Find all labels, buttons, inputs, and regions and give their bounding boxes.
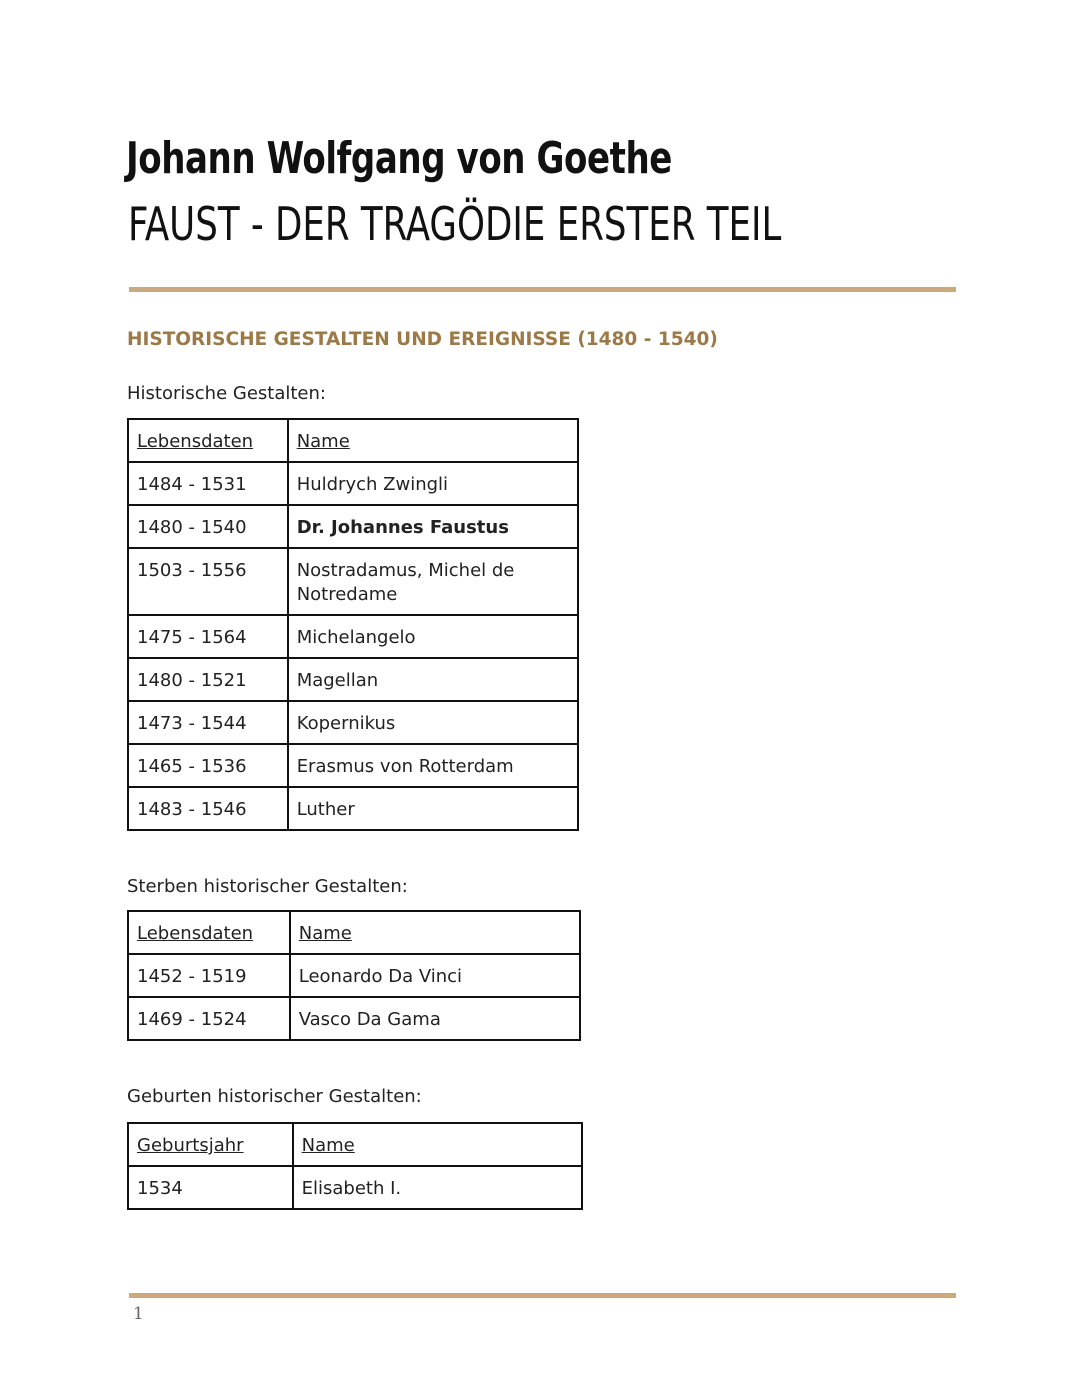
table-cell-name: Nostradamus, Michel de Notredame: [288, 548, 578, 615]
table-sterben-historischer-gestalten: [127, 910, 581, 1041]
column-header-lebensdaten: Lebensdaten: [128, 911, 290, 954]
table-cell-name: Kopernikus: [288, 701, 578, 744]
table-cell-lebensdaten: 1473 - 1544: [128, 701, 288, 744]
table-geburten-historischer-gestalten: [127, 1122, 583, 1210]
column-header-geburtsjahr: Geburtsjahr: [128, 1123, 293, 1166]
table-header-row: [128, 419, 578, 462]
table-caption-sterben: Sterben historischer Gestalten:: [127, 876, 408, 897]
table-cell-geburtsjahr: 1534: [128, 1166, 293, 1209]
table-cell-name: Vasco Da Gama: [290, 997, 580, 1040]
table-cell-lebensdaten: 1480 - 1540: [128, 505, 288, 548]
column-header-name: Name: [290, 911, 580, 954]
table-cell-lebensdaten: 1480 - 1521: [128, 658, 288, 701]
table-cell-lebensdaten: 1484 - 1531: [128, 462, 288, 505]
table-cell-name: Elisabeth I.: [293, 1166, 582, 1209]
document-work-title: FAUST - DER TRAGÖDIE ERSTER TEIL: [128, 197, 782, 251]
table-row: [128, 658, 578, 701]
table-cell-name: Magellan: [288, 658, 578, 701]
column-header-name: Name: [288, 419, 578, 462]
table-cell-lebensdaten: 1475 - 1564: [128, 615, 288, 658]
table-cell-name: Huldrych Zwingli: [288, 462, 578, 505]
table-caption-historische-gestalten: Historische Gestalten:: [127, 383, 326, 404]
table-cell-name: Michelangelo: [288, 615, 578, 658]
table-row: [128, 954, 580, 997]
table-row: [128, 548, 578, 615]
table-row: [128, 701, 578, 744]
section-heading: HISTORISCHE GESTALTEN UND EREIGNISSE (1480 - 1540): [127, 329, 718, 350]
table-row: [128, 462, 578, 505]
table-row: [128, 744, 578, 787]
table-cell-name: Luther: [288, 787, 578, 830]
table-cell-lebensdaten: 1465 - 1536: [128, 744, 288, 787]
top-divider: [129, 287, 956, 292]
table-header-row: [128, 911, 580, 954]
table-historische-gestalten: [127, 418, 579, 831]
table-header-row: [128, 1123, 582, 1166]
page-number: 1: [133, 1304, 144, 1324]
table-cell-lebensdaten: 1483 - 1546: [128, 787, 288, 830]
table-cell-lebensdaten: 1469 - 1524: [128, 997, 290, 1040]
table-row: [128, 997, 580, 1040]
table-row: [128, 787, 578, 830]
document-author-title: Johann Wolfgang von Goethe: [126, 133, 672, 184]
table-caption-geburten: Geburten historischer Gestalten:: [127, 1086, 422, 1107]
table-cell-name-highlighted: Dr. Johannes Faustus: [288, 505, 578, 548]
table-cell-name: Erasmus von Rotterdam: [288, 744, 578, 787]
column-header-lebensdaten: Lebensdaten: [128, 419, 288, 462]
table-cell-lebensdaten: 1452 - 1519: [128, 954, 290, 997]
table-cell-name: Leonardo Da Vinci: [290, 954, 580, 997]
table-row: [128, 505, 578, 548]
table-cell-lebensdaten: 1503 - 1556: [128, 548, 288, 615]
table-row: [128, 1166, 582, 1209]
column-header-name: Name: [293, 1123, 582, 1166]
bottom-divider: [129, 1293, 956, 1298]
table-row: [128, 615, 578, 658]
